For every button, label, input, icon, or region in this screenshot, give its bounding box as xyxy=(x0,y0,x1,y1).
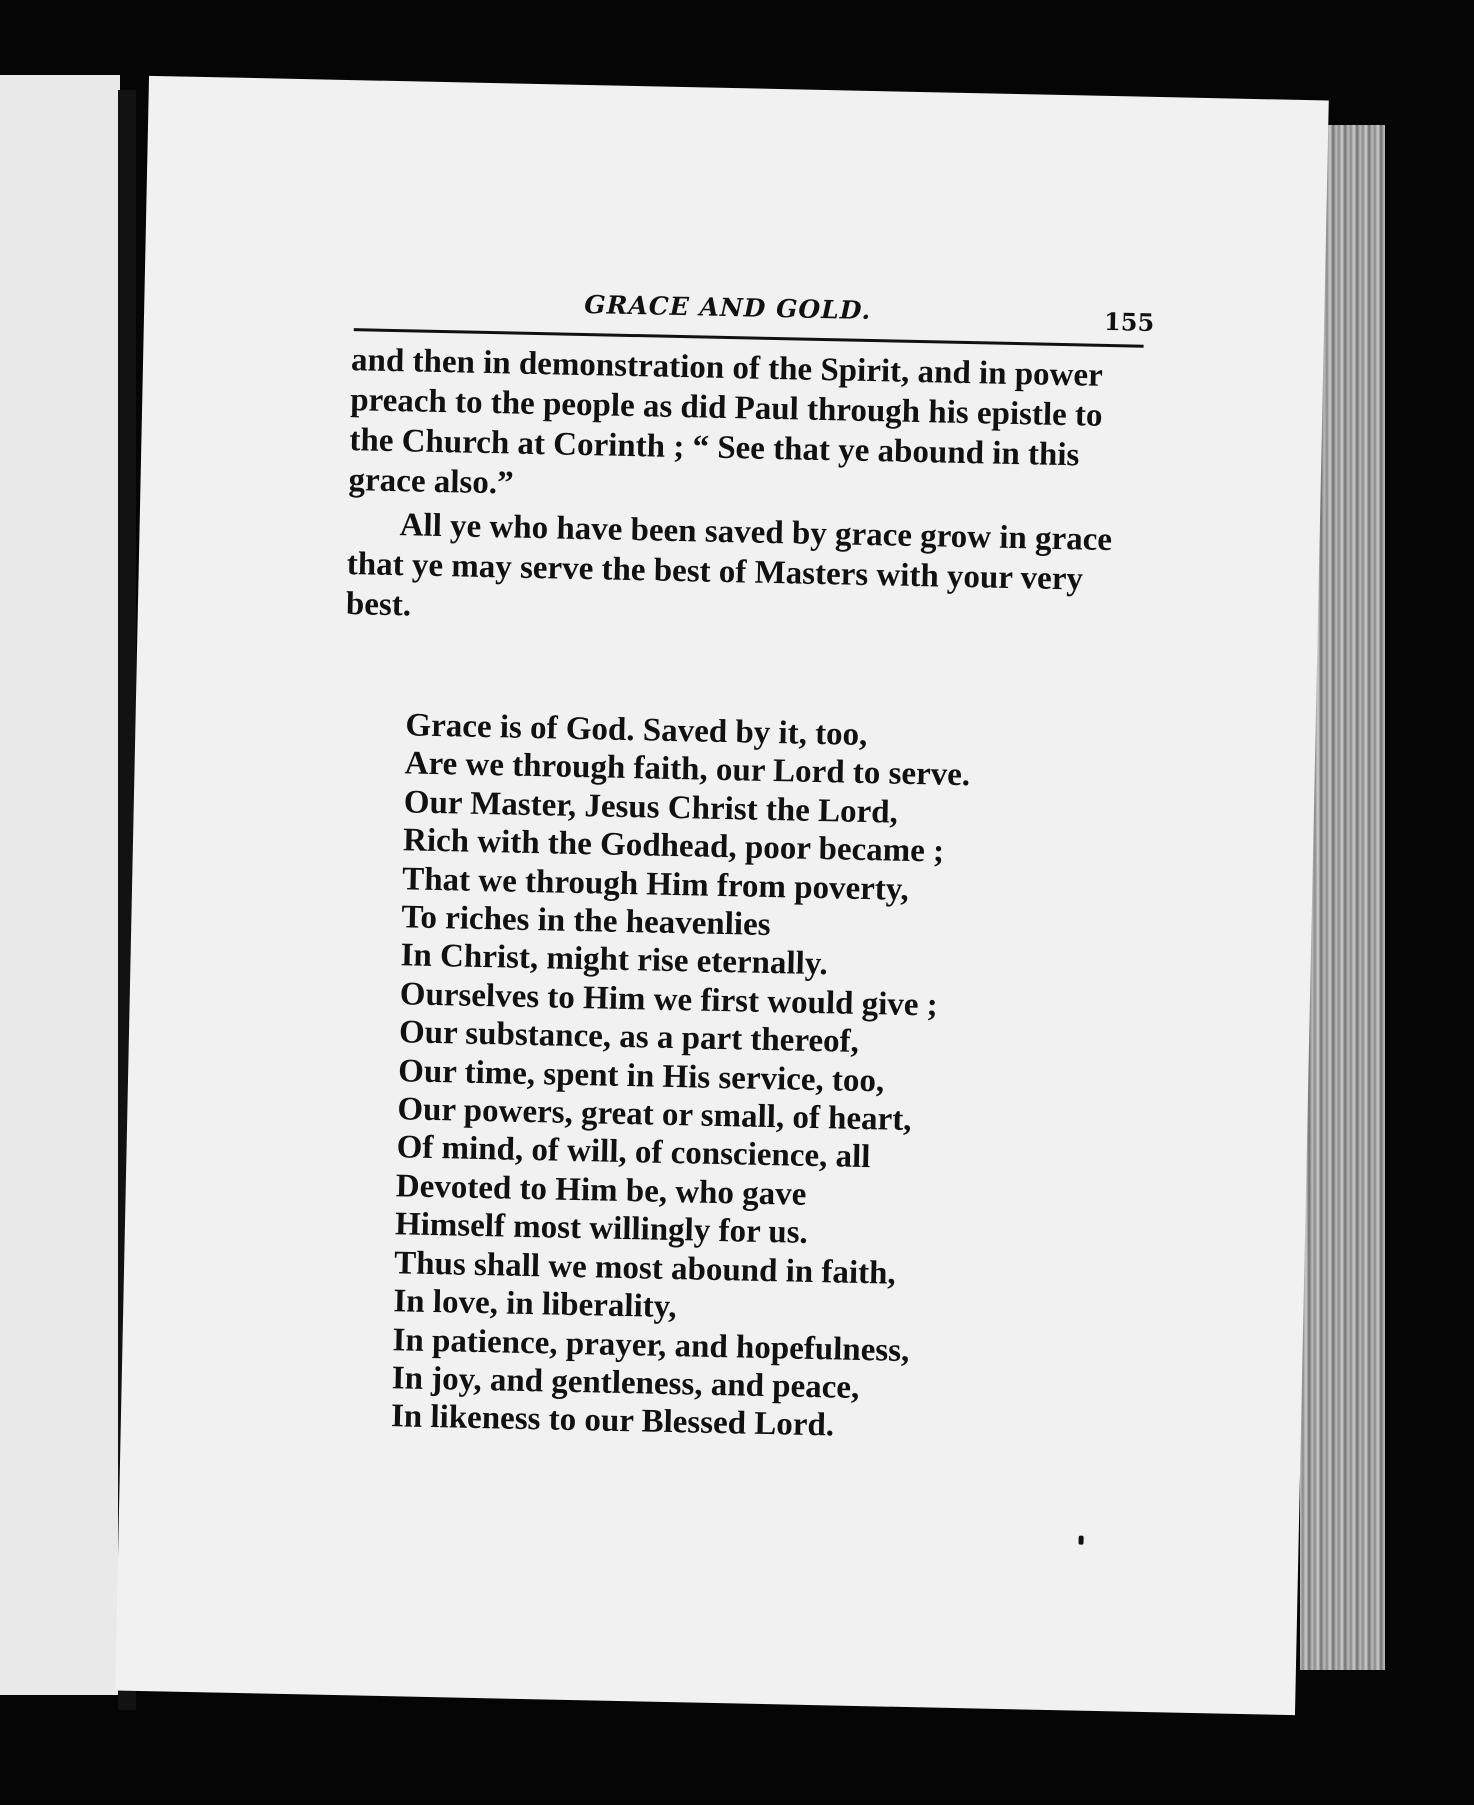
poem-line: Ourselves to Him we first would give ; xyxy=(399,976,939,1024)
left-page-edge xyxy=(0,75,120,1695)
poem-line: Devoted to Him be, who gave xyxy=(395,1168,807,1213)
body-text xyxy=(346,340,1152,641)
poem-line: Grace is of God. Saved by it, too, xyxy=(405,707,868,754)
poem-line: Of mind, of will, of conscience, all xyxy=(396,1129,871,1176)
poem-line: Our time, spent in His service, too, xyxy=(397,1052,885,1100)
poem-line: In patience, prayer, and hopefulness, xyxy=(392,1321,910,1369)
paragraph: All ye who have been saved by grace grow in grace that ye may serve the best of Masters with your very best. xyxy=(345,507,1113,624)
poem-line: In love, in liberality, xyxy=(393,1283,678,1326)
running-title: GRACE AND GOLD. xyxy=(584,289,872,325)
poem-line: In likeness to our Blessed Lord. xyxy=(390,1398,835,1444)
poem-line: Our powers, great or small, of heart, xyxy=(397,1091,912,1139)
poem-line: Our Master, Jesus Christ the Lord, xyxy=(403,784,899,831)
ink-dot xyxy=(1078,1536,1083,1545)
poem-line: That we through Him from poverty, xyxy=(401,860,910,908)
poem-line: Rich with the Godhead, poor became ; xyxy=(402,822,945,870)
page-number: 155 xyxy=(1103,306,1155,337)
poem xyxy=(391,706,1106,1450)
book-page xyxy=(115,76,1329,1715)
paragraph: and then in demonstration of the Spirit, and in power preach to the people as did Paul through his epistle to the Church at Corinth ; “ See that ye abound in this grace also.” xyxy=(348,342,1103,502)
poem-line: In Christ, might rise eternally. xyxy=(400,937,829,983)
poem-line: To riches in the heavenlies xyxy=(401,899,771,944)
poem-line: Our substance, as a part thereof, xyxy=(398,1014,860,1061)
poem-line: In joy, and gentleness, and peace, xyxy=(391,1360,860,1406)
poem-line: Himself most willingly for us. xyxy=(394,1206,809,1252)
poem-line: Thus shall we most abound in faith, xyxy=(393,1244,897,1292)
poem-line: Are we through faith, our Lord to serve. xyxy=(404,745,971,794)
